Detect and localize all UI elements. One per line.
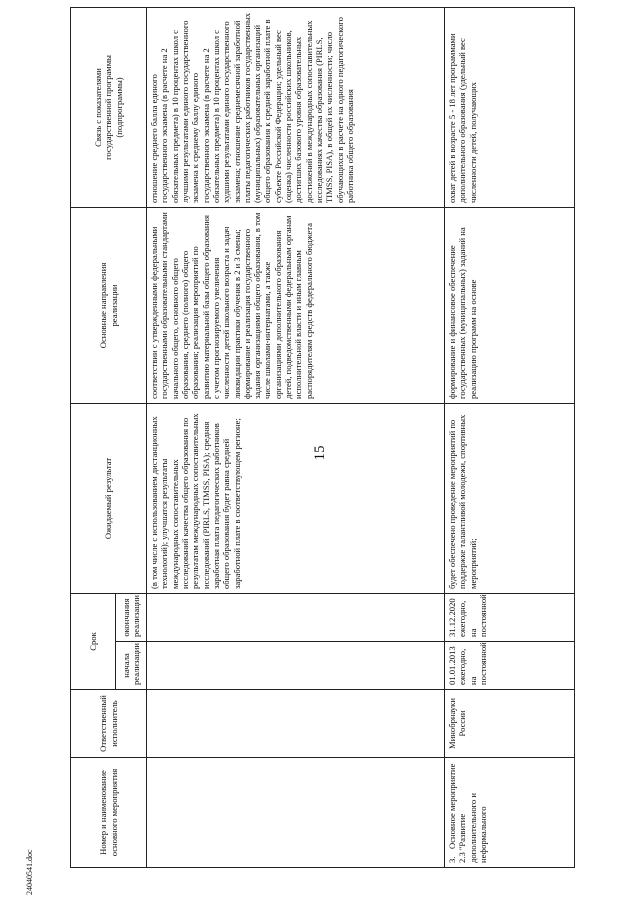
measures-table xyxy=(70,7,575,868)
header-executor: Ответственный исполнитель xyxy=(71,690,147,758)
cell-expected-result: (в том числе с использованием дистанционных технологий); улучшатся результаты международных сопоставительных исследований качества общего образования по результатам международных сопоставительных исследований (PIRLS, TIMSS, PISA); средняя заработная плата педагогических работников общего образования будет равна средней заработной плате в соответствующем регионе; xyxy=(147,403,445,593)
cell-number-name xyxy=(445,758,575,868)
table-row xyxy=(445,7,575,867)
cell-indicators-link: охват детей в возрасте 5 - 18 лет программами дополнительного образования (удельный вес численности детей, получающих xyxy=(445,7,575,207)
header-term: Срок xyxy=(71,593,116,689)
header-expected-result: Ожидаемый результат xyxy=(71,403,147,593)
header-start: начала реализации xyxy=(116,642,147,690)
cell-indicators-link: отношение среднего балла единого государственного экзамена (в расчете на 2 обязательных предмета) в 10 процентах школ с лучшими результатами единого государственного экзамена к среднему баллу единого государственного экзамена (в расчете на 2 обязательных предмета) в 10 процентах школ с худшими результатами единого государственного экзамена; отношение среднемесячной заработной платы педагогических работников государственных (муниципальных) образовательных организаций общего образования к средней заработной плате в субъекте Российской Федерации; удельный вес (оценка) численности российских школьников, достигших базового уровня образовательных достижений в международных сопоставительных исследованиях качества образования (PIRLS, TIMSS, PISA), в общей их численности; число обучающихся в расчете на одного педагогического работника общего образования xyxy=(147,7,445,207)
cell-number-name xyxy=(147,758,445,868)
header-number-name: Номер и наименование основного мероприятия xyxy=(71,758,147,868)
page-number: 15 xyxy=(312,445,328,461)
cell-start: 01.01.2013 ежегодно, на постоянной xyxy=(445,642,575,690)
cell-directions: соответствии с утвержденными федеральными государственными образовательными стандартами начального общего, основного общего образования, среднего (полного) общего образования; реализация мероприятий по развитию материальной базы общего образования с учетом прогнозируемого увеличения численности детей школьного возраста и задач ликвидации практики обучения в 2 и 3 смены; формирование и реализация государственного задания организациями общего образования, в том числе школами-интернатами, а также организациями дополнительного образования детей, подведомственными федеральным органам исполнительной власти и иным главным распорядителям средств федерального бюджета xyxy=(147,207,445,403)
cell-end xyxy=(147,593,445,641)
cell-start xyxy=(147,642,445,690)
rotated-table-container xyxy=(70,8,575,868)
measure-name: Основное мероприятие 2.3 "Развитие дополнительного и неформального xyxy=(447,763,488,863)
header-end: окончания реализации xyxy=(116,593,147,641)
row-number: 3. xyxy=(447,856,457,863)
table-row xyxy=(147,7,445,867)
footer-document-code: 24040541.doc xyxy=(25,849,34,895)
cell-directions: формирование и финансовое обеспечение государственных (муниципальных) заданий на реализацию программ на основе xyxy=(445,207,575,403)
cell-end: 31.12.2020 ежегодно, на постоянной xyxy=(445,593,575,641)
cell-executor xyxy=(147,690,445,758)
cell-executor: Минобрнауки России xyxy=(445,690,575,758)
cell-expected-result: будет обеспечено проведение мероприятий по поддержке талантливой молодежи, спортивных мероприятий; xyxy=(445,403,575,593)
header-indicators-link: Связь с показателями государственной программы (подпрограммы) xyxy=(71,7,147,207)
header-directions: Основные направления реализации xyxy=(71,207,147,403)
